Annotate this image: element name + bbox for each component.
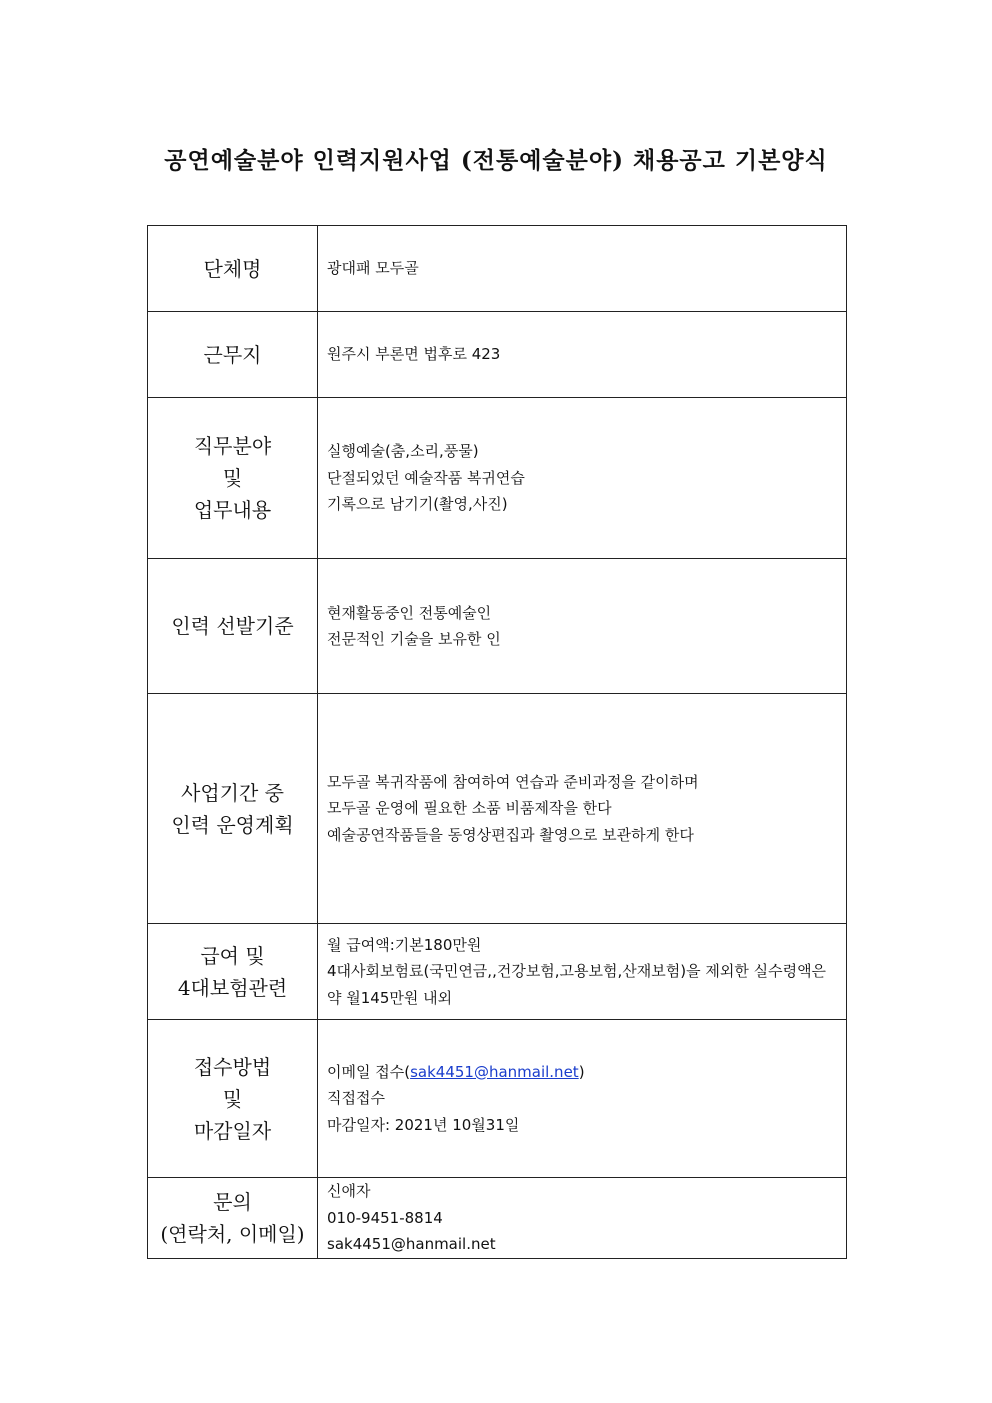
row-job	[148, 398, 847, 559]
label-text: 사업기간 중	[181, 780, 284, 805]
contact-email: sak4451@hanmail.net	[327, 1235, 496, 1253]
label-application	[148, 1020, 318, 1178]
row-selection	[148, 559, 847, 694]
direct-application: 직접접수	[327, 1089, 385, 1108]
selection-line: 전문적인 기술을 보유한 인	[327, 630, 501, 648]
page-title: 공연예술분야 인력지원사업 (전통예술분야) 채용공고 기본양식	[164, 147, 828, 174]
label-text: 인력 선발기준	[171, 614, 294, 638]
label-text: (연락처, 이메일)	[160, 1221, 305, 1246]
row-salary	[148, 924, 847, 1020]
job-line: 실행예술(춤,소리,풍물)	[327, 442, 479, 461]
label-text: 근무지	[203, 342, 262, 367]
value-selection	[318, 559, 847, 694]
plan-line: 모두골 운영에 필요한 소품 비품제작을 한다	[327, 799, 612, 818]
value-salary	[318, 924, 847, 1020]
row-contact	[148, 1178, 847, 1259]
value-organization	[318, 226, 847, 312]
job-line: 기록으로 남기기(촬영,사진)	[327, 495, 508, 514]
contact-phone: 010-9451-8814	[327, 1208, 443, 1227]
label-plan	[148, 694, 318, 924]
label-contact	[148, 1178, 318, 1259]
label-text: 단체명	[203, 256, 262, 281]
value-plan	[318, 694, 847, 924]
label-text: 및	[222, 466, 243, 490]
recruitment-form-table	[147, 225, 847, 1259]
label-text: 문의	[213, 1189, 252, 1214]
workplace-address: 원주시 부론면 법후로 423	[327, 345, 501, 364]
plan-line: 예술공연작품들을 동영상편집과 촬영으로 보관하게 한다	[327, 825, 694, 844]
label-workplace	[148, 312, 318, 398]
label-text: 업무내용	[193, 498, 272, 522]
label-selection	[148, 559, 318, 694]
label-text: 급여 및	[200, 943, 265, 968]
value-workplace	[318, 312, 847, 398]
row-organization	[148, 226, 847, 312]
label-text: 인력 운영계획	[171, 812, 294, 837]
email-application-line	[327, 1059, 840, 1086]
email-suffix: )	[578, 1062, 585, 1081]
contact-name: 신애자	[327, 1182, 371, 1200]
value-contact	[318, 1178, 847, 1259]
row-plan	[148, 694, 847, 924]
label-text: 마감일자	[193, 1118, 272, 1143]
label-text: 접수방법	[193, 1054, 272, 1079]
salary-line: 월 급여액:기본180만원	[327, 935, 482, 954]
deadline: 마감일자: 2021년 10월31일	[327, 1115, 520, 1134]
label-text: 및	[222, 1086, 243, 1111]
value-application	[318, 1020, 847, 1178]
plan-line: 모두골 복귀작품에 참여하여 연습과 준비과정을 같이하며	[327, 772, 699, 791]
selection-line: 현재활동중인 전통예술인	[327, 603, 492, 622]
job-line: 단절되었던 예술작품 복귀연습	[327, 468, 525, 487]
label-job	[148, 398, 318, 559]
organization-name: 광대패 모두골	[327, 259, 419, 278]
row-application	[148, 1020, 847, 1178]
salary-line: 4대사회보험료(국민연금,,건강보험,고용보험,산재보험)을 제외한 실수령액은 약 월145만원 내외	[327, 962, 827, 1007]
email-link[interactable]: sak4451@hanmail.net	[410, 1062, 579, 1081]
label-salary	[148, 924, 318, 1020]
label-text: 4대보험관련	[177, 975, 288, 1000]
email-prefix: 이메일 접수(	[327, 1062, 411, 1081]
value-job	[318, 398, 847, 559]
row-workplace	[148, 312, 847, 398]
label-organization	[148, 226, 318, 312]
label-text: 직무분야	[193, 434, 272, 458]
